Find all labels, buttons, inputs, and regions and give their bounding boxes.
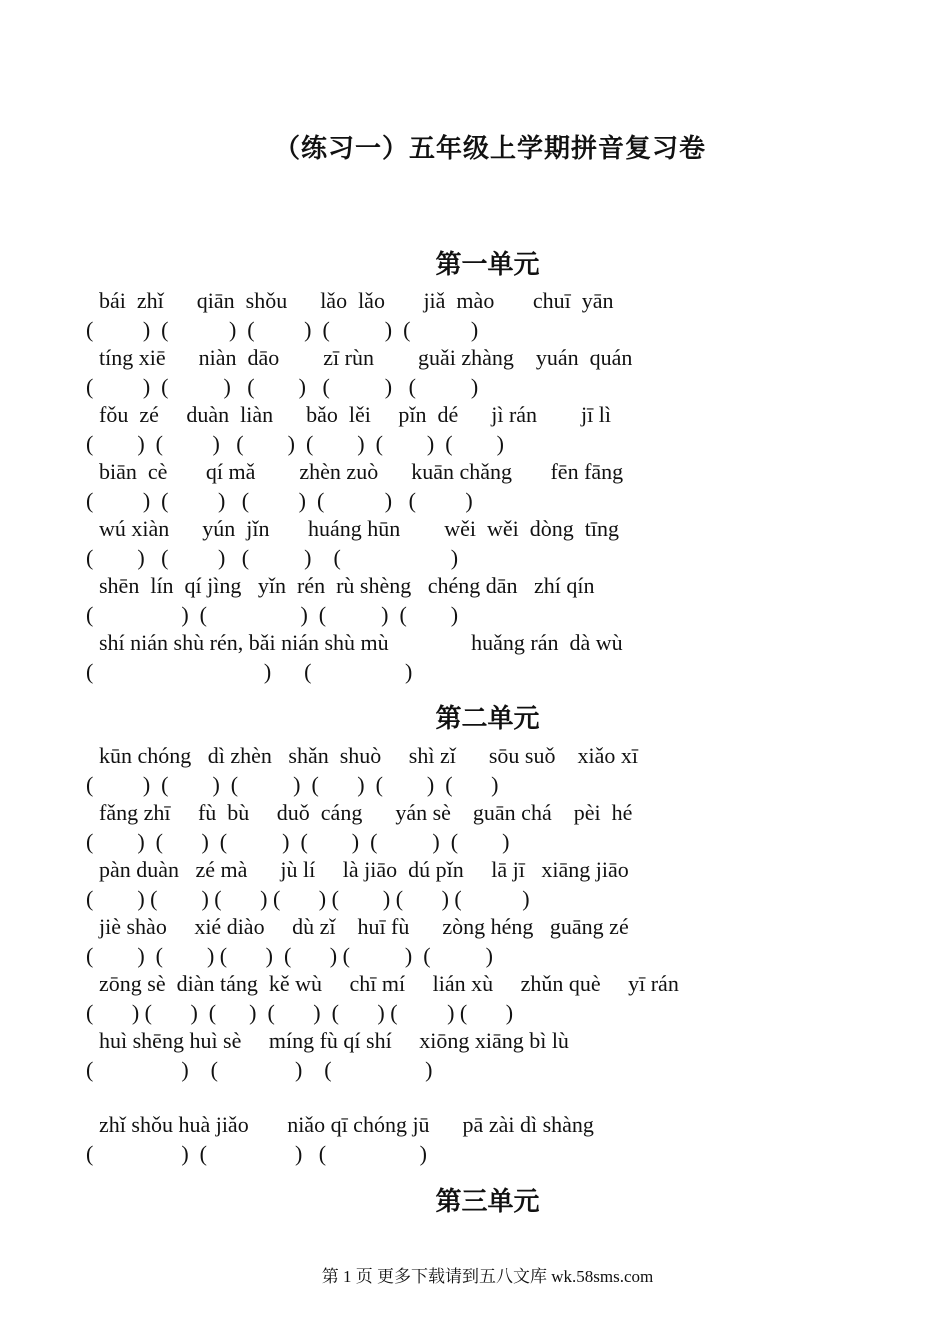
- pinyin-line: tíng xiē niàn dāo zī rùn guǎi zhàng yuán quán: [99, 345, 633, 370]
- unit-heading: 第三单元: [435, 1187, 540, 1217]
- pinyin-line: zōng sè diàn táng kě wù chī mí lián xù zhǔn què yī rán: [99, 971, 679, 996]
- answer-parens: ( ) ( ) ( ): [86, 1057, 433, 1082]
- answer-parens: ( ) ( ) ( ) ( ): [86, 602, 459, 627]
- pinyin-line: jiè shào xié diào dù zǐ huī fù zòng héng guāng zé: [99, 914, 629, 939]
- pinyin-line: zhǐ shǒu huà jiǎo niǎo qī chóng jū pā zài dì shàng: [99, 1112, 594, 1137]
- pinyin-line: shí nián shù rén, bǎi nián shù mù huǎng rán dà wù: [99, 630, 623, 655]
- unit-heading: 第一单元: [435, 250, 540, 280]
- answer-parens: ( ) ( ): [86, 659, 413, 684]
- answer-parens: ( ) ( ) ( ) ( ) ( ): [86, 374, 479, 399]
- pinyin-line: bái zhǐ qiān shǒu lǎo lǎo jiǎ mào chuī yān: [99, 288, 614, 313]
- answer-parens: ( ) ( ) ( ) ( ) ( ) ( ): [86, 431, 504, 456]
- pinyin-line: fǎng zhī fù bù duǒ cáng yán sè guān chá pèi hé: [99, 800, 633, 825]
- pinyin-line: huì shēng huì sè míng fù qí shí xiōng xiāng bì lù: [99, 1028, 569, 1053]
- answer-parens: ( ) ( ) ( ) ( ): [86, 545, 459, 570]
- page-title: （练习一）五年级上学期拼音复习卷: [273, 134, 706, 164]
- page-footer: 第 1 页 更多下载请到五八文库 wk.58sms.com: [321, 1267, 654, 1286]
- answer-parens: ( ) ( ) ( ) ( ) ( ): [86, 317, 479, 342]
- answer-parens: ( ) ( ) ( ): [86, 1141, 427, 1166]
- pinyin-line: biān cè qí mǎ zhèn zuò kuān chǎng fēn fāng: [99, 459, 624, 484]
- answer-parens: ( ) ( ) ( ) ( ) ( ) ( ) ( ): [86, 1000, 514, 1025]
- answer-parens: ( ) ( ) ( ) ( ) ( ) ( ): [86, 943, 493, 968]
- pinyin-line: pàn duàn zé mà jù lí là jiāo dú pǐn lā jī xiāng jiāo: [99, 857, 629, 882]
- answer-parens: ( ) ( ) ( ) ( ) ( ) ( ): [86, 829, 510, 854]
- pinyin-line: wú xiàn yún jǐn huáng hūn wěi wěi dòng tīng: [99, 516, 620, 541]
- pinyin-line: shēn lín qí jìng yǐn rén rù shèng chéng dān zhí qín: [99, 573, 595, 598]
- pinyin-line: fǒu zé duàn liàn bǎo lěi pǐn dé jì rán jī lì: [99, 402, 612, 427]
- answer-parens: ( ) ( ) ( ) ( ) ( ): [86, 488, 473, 513]
- pinyin-line: kūn chóng dì zhèn shǎn shuò shì zǐ sōu suǒ xiǎo xī: [99, 743, 638, 768]
- answer-parens: ( ) ( ) ( ) ( ) ( ) ( ): [86, 772, 499, 797]
- answer-parens: ( ) ( ) ( ) ( ) ( ) ( ) ( ): [86, 886, 530, 911]
- unit-heading: 第二单元: [435, 704, 540, 734]
